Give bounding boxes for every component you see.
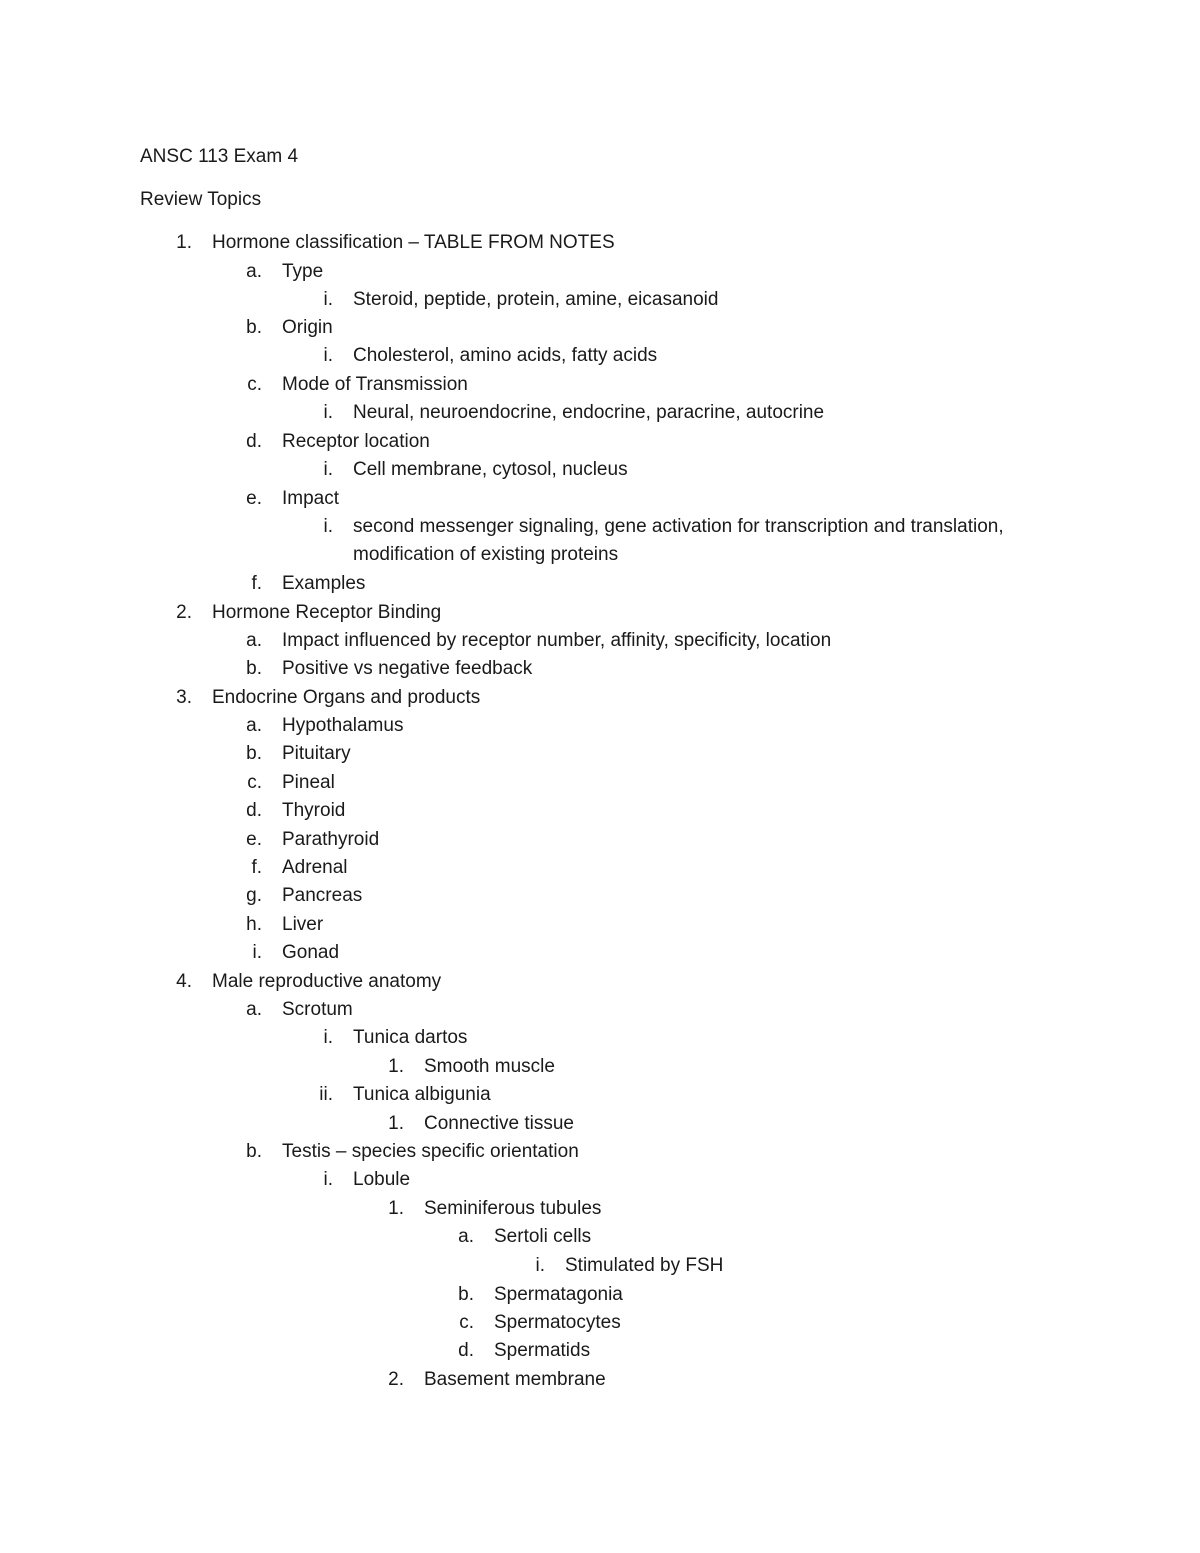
list-text: second messenger signaling, gene activation for transcription and translation,	[353, 516, 1004, 537]
list-text: Seminiferous tubules	[424, 1198, 602, 1219]
list-marker: a.	[246, 261, 262, 282]
list-marker: b.	[246, 743, 262, 764]
list-text: Mode of Transmission	[282, 374, 468, 395]
list-text: Lobule	[353, 1169, 411, 1190]
list-marker: g.	[246, 885, 262, 906]
list-marker: a.	[458, 1226, 474, 1247]
list-text: Cell membrane, cytosol, nucleus	[353, 459, 628, 480]
list-text: Pancreas	[282, 885, 363, 906]
list-marker: f.	[251, 573, 262, 594]
list-marker: b.	[246, 1141, 262, 1162]
list-text: Male reproductive anatomy	[212, 971, 442, 992]
list-text: Spermatocytes	[494, 1312, 621, 1333]
list-text: Spermatids	[494, 1340, 591, 1361]
list-text: Type	[282, 261, 324, 282]
list-text: Impact	[282, 488, 340, 509]
list-marker: i.	[323, 1027, 333, 1048]
list-text: Endocrine Organs and products	[212, 687, 481, 708]
list-marker: c.	[459, 1312, 474, 1333]
list-marker: 1.	[176, 232, 192, 253]
list-marker: a.	[246, 630, 262, 651]
list-text: Basement membrane	[424, 1369, 606, 1390]
list-marker: i.	[323, 345, 333, 366]
list-text: Hormone Receptor Binding	[212, 602, 442, 623]
list-text: Pituitary	[282, 743, 351, 764]
list-text: Tunica albigunia	[353, 1084, 491, 1105]
list-text: Origin	[282, 317, 333, 338]
list-marker: d.	[246, 800, 262, 821]
list-text: Stimulated by FSH	[565, 1255, 724, 1276]
list-text: Pineal	[282, 772, 335, 793]
list-text: Thyroid	[282, 800, 346, 821]
list-text: Cholesterol, amino acids, fatty acids	[353, 345, 658, 366]
list-marker: b.	[246, 317, 262, 338]
list-marker: 3.	[176, 687, 192, 708]
list-text: Connective tissue	[424, 1113, 574, 1134]
list-marker: d.	[246, 431, 262, 452]
document-title-text: ANSC 113 Exam 4	[140, 146, 299, 167]
list-text: Testis – species specific orientation	[282, 1141, 579, 1162]
list-marker: i.	[252, 942, 262, 963]
list-marker: 1.	[388, 1056, 404, 1077]
list-text: Scrotum	[282, 999, 353, 1020]
list-text: Parathyroid	[282, 829, 380, 850]
list-text: Hypothalamus	[282, 715, 404, 736]
list-marker: b.	[458, 1284, 474, 1305]
list-marker: f.	[251, 857, 262, 878]
list-text: Tunica dartos	[353, 1027, 468, 1048]
list-text: Smooth muscle	[424, 1056, 555, 1077]
list-text: Positive vs negative feedback	[282, 658, 533, 679]
list-text: Neural, neuroendocrine, endocrine, paracrine, autocrine	[353, 402, 825, 423]
list-marker: i.	[323, 289, 333, 310]
list-marker: e.	[246, 829, 262, 850]
list-text: Impact influenced by receptor number, affinity, specificity, location	[282, 630, 832, 651]
list-marker: 1.	[388, 1113, 404, 1134]
list-marker: b.	[246, 658, 262, 679]
list-marker: 2.	[176, 602, 192, 623]
list-text: Liver	[282, 914, 324, 935]
list-text: modification of existing proteins	[353, 544, 619, 565]
list-text: Steroid, peptide, protein, amine, eicasanoid	[353, 289, 719, 310]
list-marker: e.	[246, 488, 262, 509]
document-subtitle-text: Review Topics	[140, 189, 262, 210]
list-text: Spermatagonia	[494, 1284, 623, 1305]
list-marker: i.	[535, 1255, 545, 1276]
list-marker: 2.	[388, 1369, 404, 1390]
list-marker: a.	[246, 715, 262, 736]
list-marker: i.	[323, 459, 333, 480]
list-text: Sertoli cells	[494, 1226, 592, 1247]
list-marker: 1.	[388, 1198, 404, 1219]
list-text: Examples	[282, 573, 366, 594]
list-marker: 4.	[176, 971, 192, 992]
list-text: Receptor location	[282, 431, 430, 452]
list-marker: i.	[323, 1169, 333, 1190]
list-text: Adrenal	[282, 857, 348, 878]
list-marker: i.	[323, 516, 333, 537]
list-marker: c.	[247, 772, 262, 793]
list-marker: h.	[246, 914, 262, 935]
list-marker: d.	[458, 1340, 474, 1361]
list-marker: a.	[246, 999, 262, 1020]
list-text: Hormone classification – TABLE FROM NOTES	[212, 232, 615, 253]
list-marker: c.	[247, 374, 262, 395]
list-text: Gonad	[282, 942, 340, 963]
list-marker: ii.	[319, 1084, 333, 1105]
list-marker: i.	[323, 402, 333, 423]
